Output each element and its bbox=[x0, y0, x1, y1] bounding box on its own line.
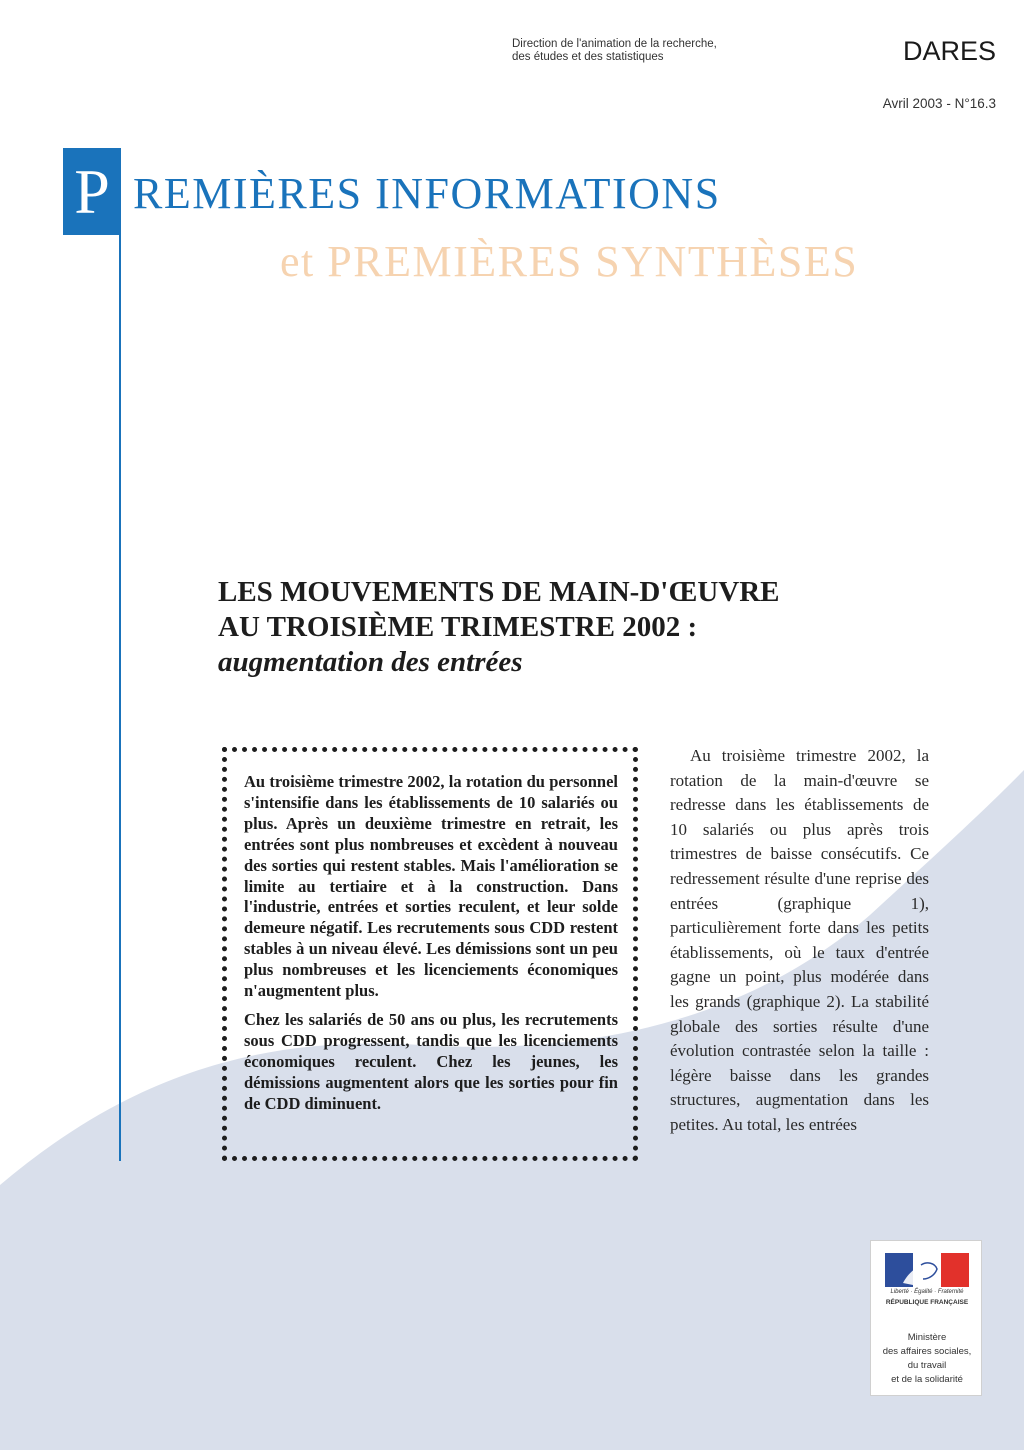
republic-name: RÉPUBLIQUE FRANÇAISE bbox=[885, 1299, 969, 1306]
body-text-column bbox=[670, 744, 929, 1162]
issue-date-number: Avril 2003 - N°16.3 bbox=[882, 96, 996, 111]
series-title-line2: et PREMIÈRES SYNTHÈSES bbox=[280, 237, 859, 286]
article-subtitle: augmentation des entrées bbox=[218, 646, 523, 678]
ministry-line3: du travail bbox=[907, 1360, 947, 1371]
vertical-rule bbox=[119, 148, 121, 1161]
organization-line2: des études et des statistiques bbox=[512, 51, 664, 63]
organization-name bbox=[512, 38, 802, 64]
brand-name: DARES bbox=[902, 36, 996, 66]
article-title-line2: AU TROISIÈME TRIMESTRE 2002 : bbox=[218, 611, 698, 643]
article-title bbox=[218, 575, 858, 680]
summary-paragraph-2: Chez les salariés de 50 ans ou plus, les recrutements sous CDD progressent, tandis que les licenciements économiques reculent. Chez les jeunes, les démissions augmentent alors que les sorties pour fin de CDD diminuent. bbox=[244, 1009, 618, 1113]
marianne-flag-icon bbox=[885, 1253, 969, 1287]
republic-motto: Liberté · Égalité · Fraternité bbox=[890, 1289, 964, 1295]
body-paragraph: Au troisième trimestre 2002, la rotation de la main-d'œuvre se redresse dans les établissements de 10 salariés ou plus après trois trimestres de baisse consécutifs. Ce redressement résulte d'une reprise des entrées (graphique 1), particulièrement forte dans les petits établissements, où le taux d'entrée gagne un point, plus modérée dans les grands (graphique 2). La stabilité globale des sorties résulte d'une évolution contrastée selon la taille : légère baisse dans les grandes structures, augmentation dans les petites. Au total, les entrées bbox=[670, 746, 929, 1134]
organization-line1: Direction de l'animation de la recherche, bbox=[512, 38, 717, 50]
ministry-line4: et de la solidarité bbox=[891, 1374, 963, 1385]
article-title-line1: LES MOUVEMENTS DE MAIN-D'ŒUVRE bbox=[218, 576, 780, 608]
ministry-line1: Ministère bbox=[907, 1332, 947, 1343]
series-title-line1: REMIÈRES INFORMATIONS bbox=[133, 169, 721, 218]
summary-box bbox=[222, 747, 638, 1161]
ministry-logo bbox=[870, 1240, 982, 1396]
summary-paragraph-1: Au troisième trimestre 2002, la rotation du personnel s'intensifie dans les établissements de 10 salariés ou plus. Après un deuxième trimestre en retrait, les entrées sont plus nombreuses et excèdent à nouveau des sorties qui restent stables. Mais l'amélioration se limite au tertiaire et à la construction. Dans l'industrie, entrées et sorties reculent, et leur solde demeure négatif. Les recrutements sous CDD restent stables à un niveau élevé. Les démissions sont un peu plus nombreuses et les licenciements économiques n'augmentent plus. bbox=[244, 772, 618, 1001]
ministry-name bbox=[873, 1331, 981, 1387]
series-initial-block: P bbox=[63, 148, 121, 235]
ministry-line2: des affaires sociales, bbox=[882, 1346, 972, 1357]
